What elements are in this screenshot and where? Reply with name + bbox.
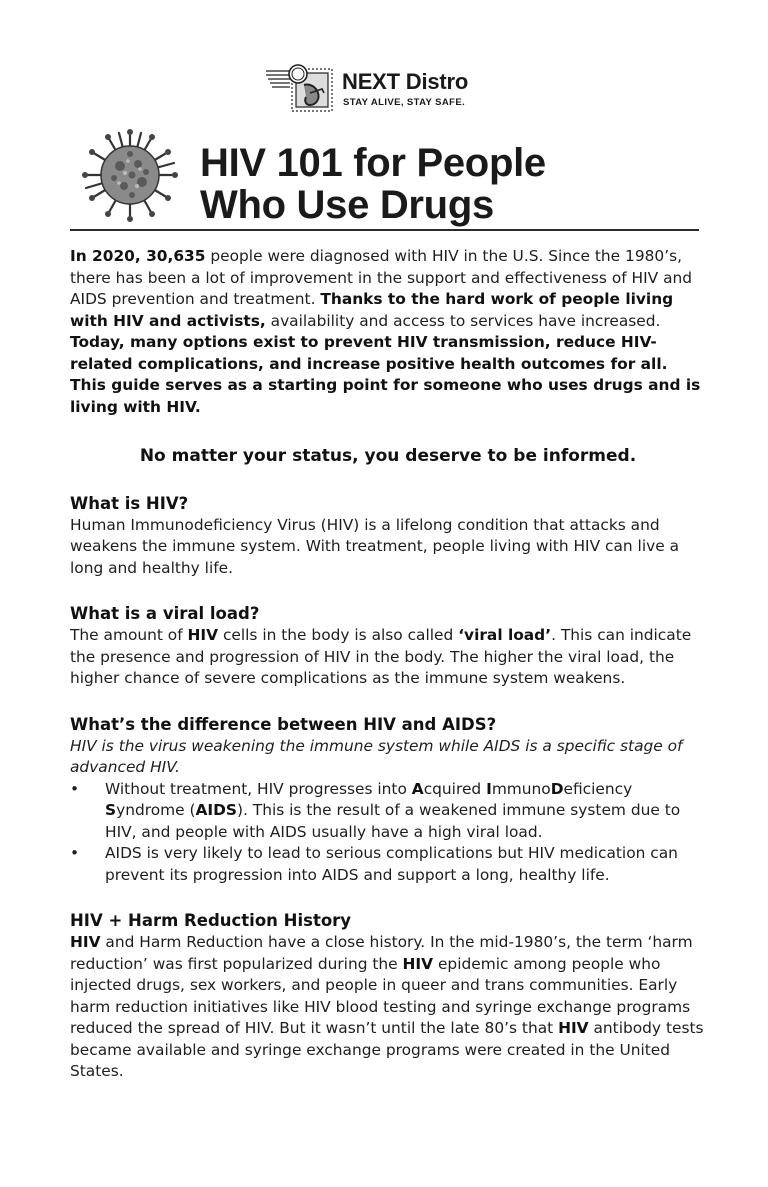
- intro-paragraph: [70, 246, 706, 418]
- viral-load-text-1: The amount of: [70, 626, 188, 644]
- acronym-aids: AIDS: [195, 801, 237, 819]
- hiv-vs-aids-intro: HIV is the virus weakening the immune system while AIDS is a specific stage of advanced HIV.: [70, 736, 683, 776]
- title-divider: [70, 229, 699, 231]
- heading-viral-load: What is a viral load?: [70, 604, 260, 623]
- brand-tagline: STAY ALIVE, STAY SAFE.: [343, 97, 466, 108]
- viral-load-body: [70, 625, 706, 690]
- bullet-icon: •: [70, 779, 80, 798]
- list-item: [70, 843, 706, 886]
- acronym-s: S: [105, 801, 117, 819]
- intro-text-1: people were diagnosed with HIV in the U.S. Since the 1980’s, there has been a lot of improvement in the support and effectiveness of HIV and AIDS prevention and treatment.: [70, 247, 693, 308]
- bullet-2-text: AIDS is very likely to lead to serious complications but HIV medication can prevent its progression into AIDS and support a long, healthy life.: [105, 844, 678, 884]
- page-title: [200, 142, 546, 226]
- history-hiv-1: HIV: [70, 933, 101, 951]
- history-text-3: antibody tests became available and syringe exchange programs were created in the United States.: [70, 1019, 704, 1080]
- heading-what-is-hiv: What is HIV?: [70, 493, 189, 513]
- viral-load-text-3: . This can indicate the presence and progression of HIV in the body. The higher the viral load, the higher chance of severe complications as the immune system weakens.: [70, 626, 692, 687]
- brand-logo: [266, 63, 506, 115]
- harm-reduction-history-body: [70, 932, 706, 1083]
- bullet-1-text-5: yndrome (: [116, 801, 196, 819]
- document-body: [70, 246, 706, 1083]
- bullet-1-text-4: eficiency: [563, 779, 633, 798]
- bullet-1-text-2: cquired: [423, 779, 487, 798]
- heading-harm-reduction-history: HIV + Harm Reduction History: [70, 911, 352, 930]
- what-is-hiv-body: Human Immunodeficiency Virus (HIV) is a lifelong condition that attacks and weakens the immune system. With treatment, people living with HIV can live a long and healthy life.: [70, 515, 680, 577]
- bullet-icon: •: [70, 844, 80, 862]
- title-line-2: Who Use Drugs: [200, 183, 494, 227]
- acronym-i: I: [486, 779, 492, 798]
- history-text-2: epidemic among people who injected drugs, sex workers, and people in queer and trans communities. Early harm reduction initiatives like HIV blood testing and syringe exchange programs reduced the spread of HIV. But it wasn’t until the late 80’s that: [70, 954, 691, 1037]
- virus-icon: [80, 128, 180, 223]
- intro-bold-1: Thanks to the hard work of people living with HIV and activists,: [70, 290, 674, 330]
- brand-name: NEXT Distro: [342, 69, 469, 94]
- bullet-1-text-6: ). This is the result of a weakened immune system due to HIV, and people with AIDS usually have a high viral load.: [105, 801, 681, 841]
- bullet-1-text-1: Without treatment, HIV progresses into: [105, 779, 412, 798]
- bullet-1-text-3: mmuno: [491, 779, 551, 798]
- viral-load-term: ‘viral load’: [458, 626, 552, 644]
- history-text-1: and Harm Reduction have a close history. In the mid-1980’s, the term ‘harm reduction’ was first popularized during the: [70, 933, 693, 973]
- history-hiv-2: HIV: [402, 954, 434, 973]
- viral-load-hiv: HIV: [187, 626, 219, 644]
- title-line-1: HIV 101 for People: [200, 141, 546, 185]
- hiv-vs-aids-list: [70, 779, 706, 887]
- heading-hiv-vs-aids: What’s the difference between HIV and AIDS?: [70, 714, 497, 734]
- acronym-a: A: [411, 779, 424, 798]
- list-item: [70, 779, 706, 844]
- status-tagline: No matter your status, you deserve to be informed.: [139, 446, 637, 466]
- intro-stat: In 2020, 30,635: [70, 247, 206, 265]
- acronym-d: D: [550, 779, 564, 798]
- viral-load-text-2: cells in the body is also called: [218, 626, 459, 644]
- history-hiv-3: HIV: [558, 1019, 589, 1037]
- intro-bold-2: Today, many options exist to prevent HIV transmission, reduce HIV-related complications, and increase positive health outcomes for all. This guide serves as a starting point for someone who uses drugs and is living with HIV.: [70, 333, 701, 416]
- stamp-logo-icon: [266, 63, 336, 115]
- intro-text-2: availability and access to services have increased.: [265, 311, 661, 330]
